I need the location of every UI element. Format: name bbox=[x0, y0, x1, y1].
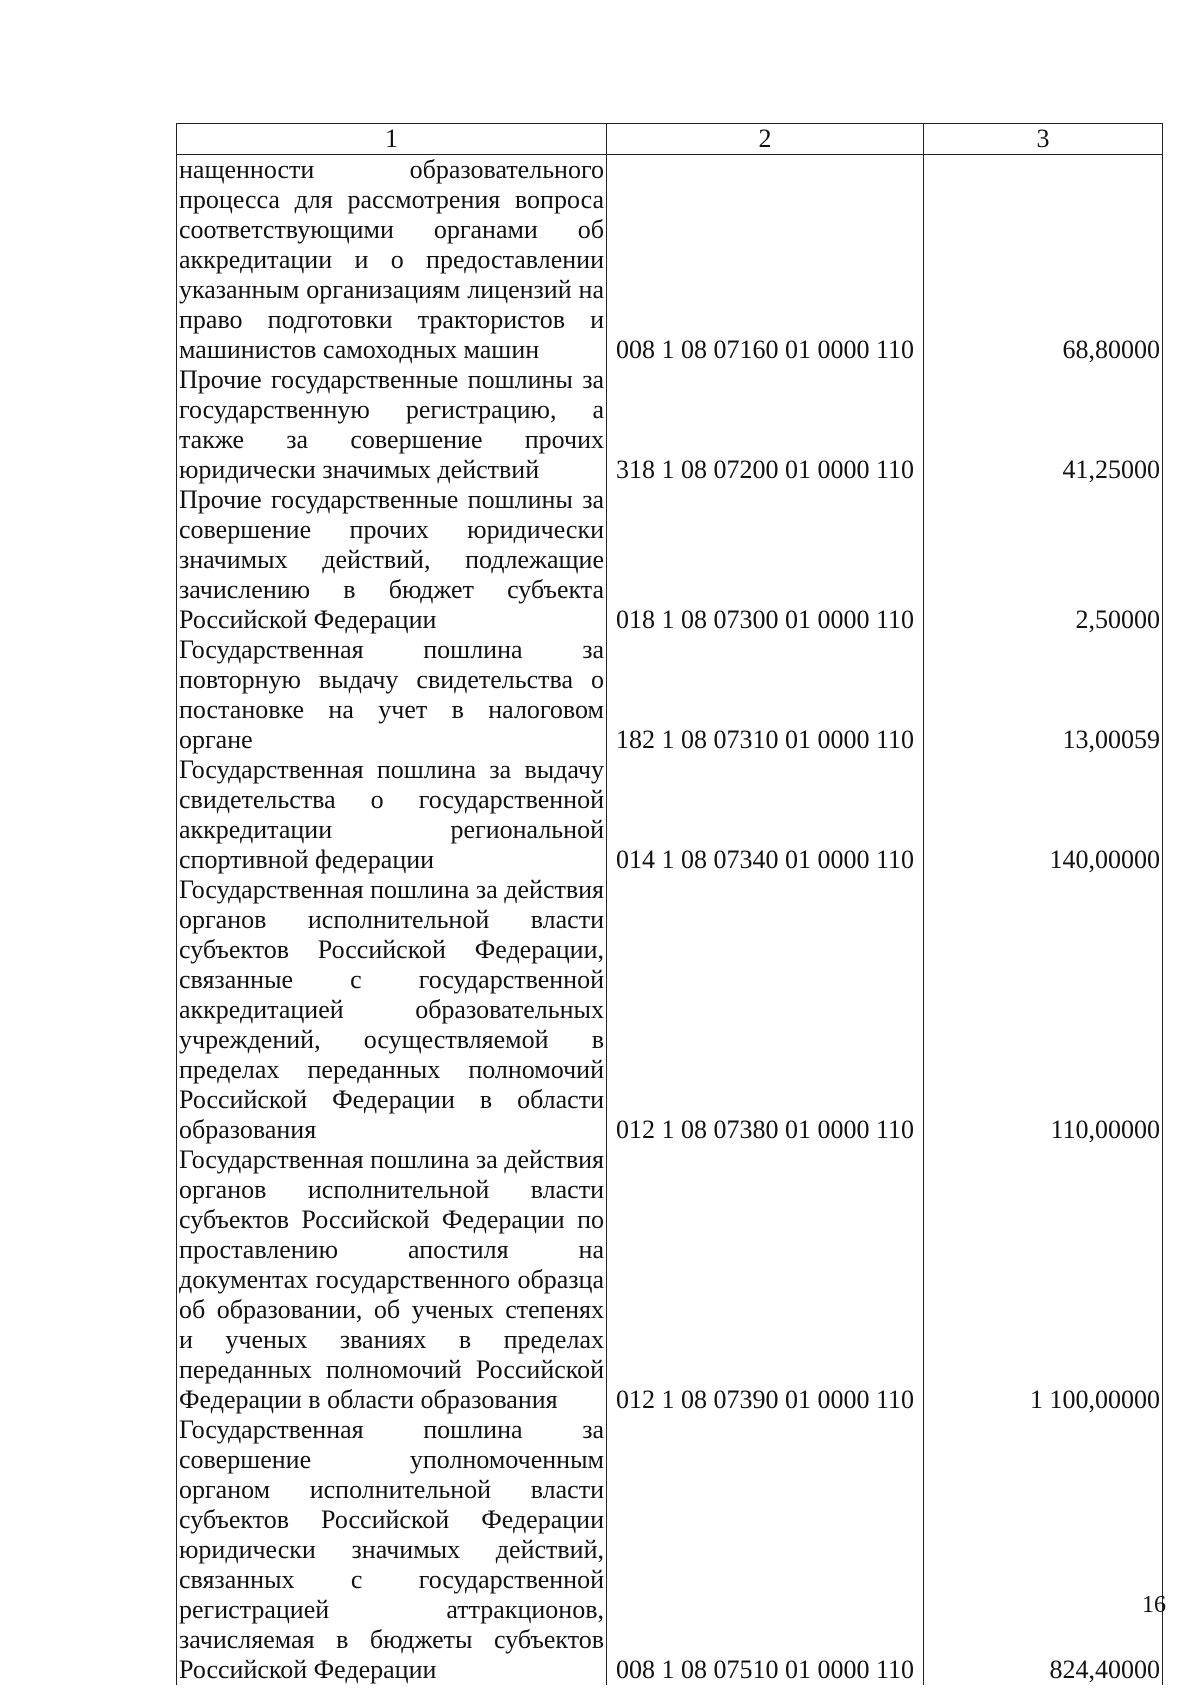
row-amount: 13,00059 bbox=[924, 635, 1163, 755]
row-code: 018 1 08 07300 01 0000 110 bbox=[607, 485, 924, 635]
row-code: 008 1 08 07510 01 0000 110 bbox=[607, 1415, 924, 1685]
row-name: Прочие государственные пошлины за совершение прочих юридически значимых действий, подлежащие зачислению в бюджет субъекта Российской Федерации bbox=[177, 485, 607, 635]
row-amount: 2,50000 bbox=[924, 485, 1163, 635]
row-amount: 41,25000 bbox=[924, 365, 1163, 485]
row-amount: 110,00000 bbox=[924, 875, 1163, 1145]
row-amount: 824,40000 bbox=[924, 1415, 1163, 1685]
row-code: 008 1 08 07160 01 0000 110 bbox=[607, 155, 924, 366]
row-code: 012 1 08 07390 01 0000 110 bbox=[607, 1145, 924, 1415]
table-row bbox=[177, 755, 1163, 875]
row-amount: 140,00000 bbox=[924, 755, 1163, 875]
row-code: 012 1 08 07380 01 0000 110 bbox=[607, 875, 924, 1145]
row-name: нащенности образовательного процесса для рассмотрения вопроса соответствующими органами об аккредитации и о предоставлении указанным организациям лицензий на право подготовки трактористов и машинистов самоходных машин bbox=[177, 155, 607, 366]
table-row bbox=[177, 485, 1163, 635]
page-number: 16 bbox=[1142, 1592, 1166, 1618]
row-name: Государственная пошлина за совершение уполномоченным органом исполнительной власти субъектов Российской Федерации юридически значимых действий, связанных с государственной регистрацией аттракционов, зачисляемая в бюджеты субъектов Российской Федерации bbox=[177, 1415, 607, 1685]
row-code: 318 1 08 07200 01 0000 110 bbox=[607, 365, 924, 485]
row-name: Государственная пошлина за выдачу свидетельства о государственной аккредитации региональной спортивной федерации bbox=[177, 755, 607, 875]
row-amount: 68,80000 bbox=[924, 155, 1163, 366]
header-col-3: 3 bbox=[924, 124, 1163, 155]
row-name: Государственная пошлина за действия органов исполнительной власти субъектов Российской Федерации по проставлению апостиля на документах государственного образца об образовании, об ученых степенях и ученых званиях в пределах переданных полномочий Российской Федерации в области образования bbox=[177, 1145, 607, 1415]
header-col-1: 1 bbox=[177, 124, 607, 155]
revenue-table bbox=[176, 123, 1163, 1685]
header-row bbox=[177, 124, 1163, 155]
table-row bbox=[177, 875, 1163, 1145]
table-row bbox=[177, 155, 1163, 366]
table-row bbox=[177, 1415, 1163, 1685]
row-amount: 1 100,00000 bbox=[924, 1145, 1163, 1415]
table-row bbox=[177, 635, 1163, 755]
row-name: Государственная пошлина за повторную выдачу свидетельства о постановке на учет в налоговом органе bbox=[177, 635, 607, 755]
row-name: Прочие государственные пошлины за государственную регистрацию, а также за совершение прочих юридически значимых действий bbox=[177, 365, 607, 485]
row-name: Государственная пошлина за действия органов исполнительной власти субъектов Российской Федерации, связанные с государственной аккредитацией образовательных учреждений, осуществляемой в пределах переданных полномочий Российской Федерации в области образования bbox=[177, 875, 607, 1145]
table-row bbox=[177, 1145, 1163, 1415]
row-code: 182 1 08 07310 01 0000 110 bbox=[607, 635, 924, 755]
row-code: 014 1 08 07340 01 0000 110 bbox=[607, 755, 924, 875]
table-row bbox=[177, 365, 1163, 485]
header-col-2: 2 bbox=[607, 124, 924, 155]
